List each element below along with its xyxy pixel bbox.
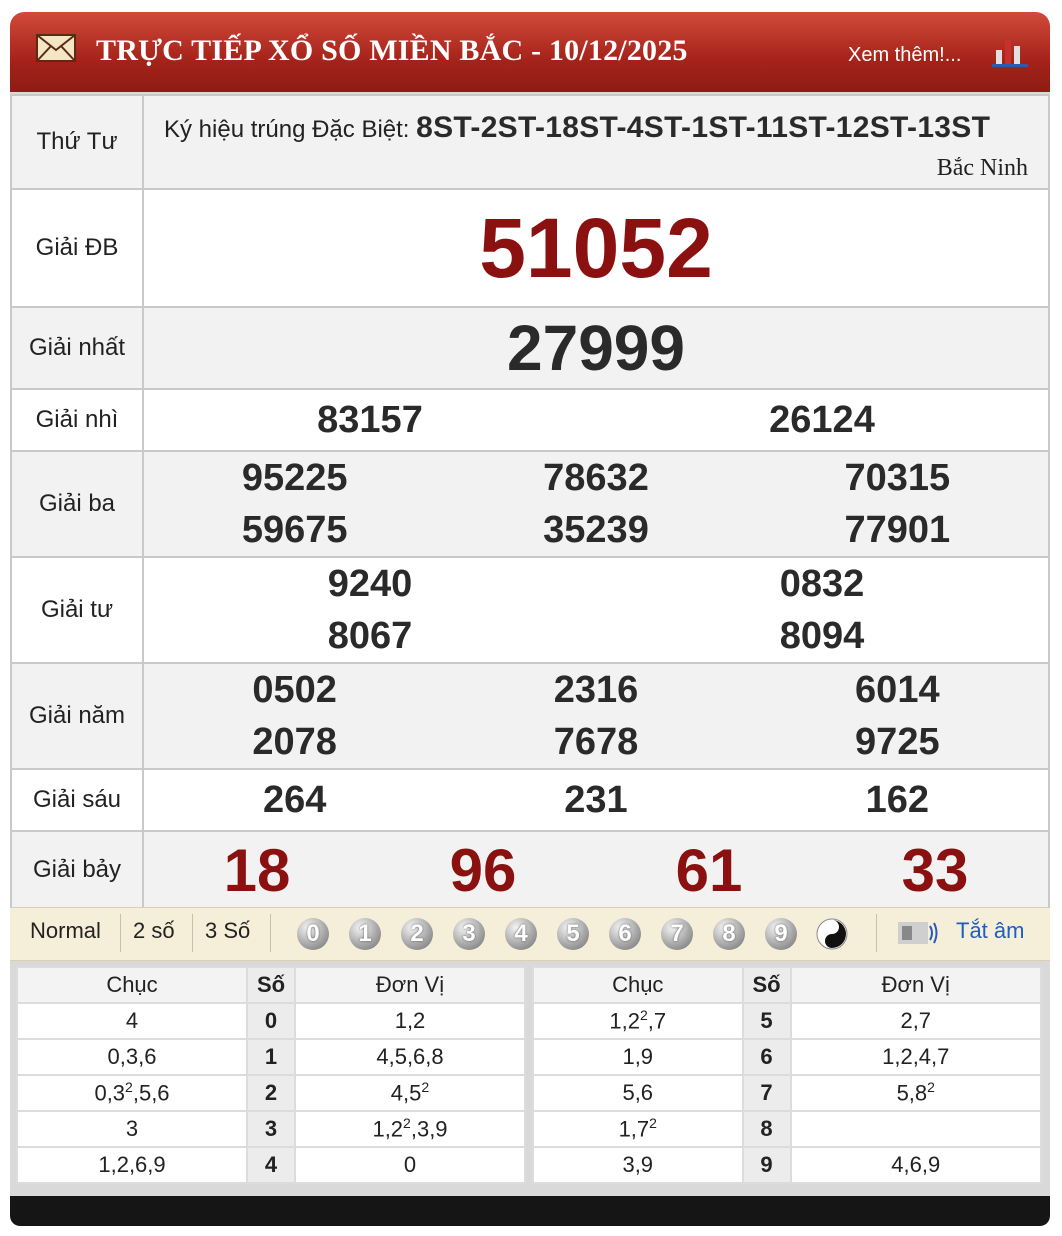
stats-left-body xyxy=(17,1003,525,1183)
toolbar-divider xyxy=(192,914,193,952)
prize-5-number: 6014 xyxy=(855,669,940,711)
cell-donvi: $5,8^2$ xyxy=(791,1075,1041,1111)
option-normal[interactable]: Normal xyxy=(30,918,101,943)
prize-2-number: 83157 xyxy=(317,399,423,441)
digit-ball-0[interactable]: 0 xyxy=(297,918,329,950)
cell-donvi: 1,2 xyxy=(295,1003,525,1039)
prize-3-number: 95225 xyxy=(241,457,348,499)
cell-so: 3 xyxy=(247,1111,295,1147)
prize-4-number: 8067 xyxy=(327,615,413,657)
col-donvi: Đơn Vị xyxy=(791,967,1041,1003)
table-row xyxy=(533,1111,1041,1147)
bar-chart-icon[interactable] xyxy=(990,34,1030,68)
table-row xyxy=(17,1039,525,1075)
digit-ball-3[interactable]: 3 xyxy=(453,918,485,950)
digit-ball-7[interactable]: 7 xyxy=(661,918,693,950)
prize-7-number: 18 xyxy=(223,836,291,904)
col-so: Số xyxy=(743,967,791,1003)
table-row xyxy=(533,1003,1041,1039)
page-title: TRỰC TIẾP XỔ SỐ MIỀN BẮC - 10/12/2025 xyxy=(96,34,688,67)
option-2-so[interactable]: 2 số xyxy=(133,918,175,943)
prize-5-number: 2078 xyxy=(252,721,337,763)
option-3-so[interactable]: 3 Số xyxy=(205,918,251,943)
prize-7-number: 33 xyxy=(901,836,969,904)
loto-stats-right xyxy=(532,966,1042,1184)
cell-chuc: 1,2,6,9 xyxy=(17,1147,247,1183)
prize-5-number: 2316 xyxy=(553,669,639,711)
prize-6-number: 264 xyxy=(262,779,327,821)
prize-1-number: 27999 xyxy=(143,307,1049,389)
prize-5-label: Giải năm xyxy=(11,663,143,769)
cell-donvi: $4,5^2$ xyxy=(295,1075,525,1111)
prize-5-number: 9725 xyxy=(855,721,940,763)
cell-so: 6 xyxy=(743,1039,791,1075)
prize-4-number: 9240 xyxy=(327,563,413,605)
cell-chuc: 4 xyxy=(17,1003,247,1039)
day-label: Thứ Tư xyxy=(11,95,143,189)
see-more-link[interactable]: Xem thêm!... xyxy=(848,44,962,66)
prize-3-number: 78632 xyxy=(543,457,649,499)
cell-donvi: 0 xyxy=(295,1147,525,1183)
digit-ball-1[interactable]: 1 xyxy=(349,918,381,950)
province: Bắc Ninh xyxy=(936,155,1028,181)
prize-3-label: Giải ba xyxy=(11,451,143,557)
table-row xyxy=(533,1075,1041,1111)
prize-3-number: 59675 xyxy=(241,509,348,551)
results-widget xyxy=(10,12,1050,1226)
prize-7-label: Giải bảy xyxy=(11,831,143,909)
prize-db-number: 51052 xyxy=(143,189,1049,307)
digit-ball-2[interactable]: 2 xyxy=(401,918,433,950)
cell-donvi: $1,2^2,3,9$ xyxy=(295,1111,525,1147)
prize-3-number: 77901 xyxy=(844,509,951,551)
prize-3-number: 35239 xyxy=(543,509,649,551)
toolbar-divider xyxy=(876,914,877,952)
cell-so: 4 xyxy=(247,1147,295,1183)
prize-5-number: 7678 xyxy=(553,721,639,763)
col-donvi: Đơn Vị xyxy=(295,967,525,1003)
digit-ball-6[interactable]: 6 xyxy=(609,918,641,950)
digit-ball-4[interactable]: 4 xyxy=(505,918,537,950)
prize-2-label: Giải nhì xyxy=(11,389,143,451)
kyhieu-label: Ký hiệu trúng Đặc Biệt: xyxy=(164,116,410,143)
widget-footer xyxy=(10,1196,1050,1226)
kyhieu-value: 8ST-2ST-18ST-4ST-1ST-11ST-12ST-13ST xyxy=(416,111,991,144)
cell-chuc: 0,3,6 xyxy=(17,1039,247,1075)
prize-4-number: 8094 xyxy=(779,615,865,657)
prize-4-number: 0832 xyxy=(779,563,865,605)
yin-yang-icon[interactable] xyxy=(816,918,848,950)
toolbar-divider xyxy=(120,914,121,952)
kyhieu-cell xyxy=(143,95,1049,189)
toolbar-divider xyxy=(270,914,271,952)
prize-3-number: 70315 xyxy=(844,457,951,499)
digit-ball-5[interactable]: 5 xyxy=(557,918,589,950)
digit-ball-9[interactable]: 9 xyxy=(765,918,797,950)
cell-chuc: $1,7^2$ xyxy=(533,1111,743,1147)
table-row xyxy=(17,1111,525,1147)
table-row xyxy=(533,1147,1041,1183)
cell-chuc: 3,9 xyxy=(533,1147,743,1183)
cell-so: 0 xyxy=(247,1003,295,1039)
col-chuc: Chục xyxy=(17,967,247,1003)
prize-db-label: Giải ĐB xyxy=(11,189,143,307)
cell-donvi: 4,6,9 xyxy=(791,1147,1041,1183)
table-row xyxy=(17,1075,525,1111)
cell-so: 7 xyxy=(743,1075,791,1111)
cell-chuc: 5,6 xyxy=(533,1075,743,1111)
speaker-icon[interactable] xyxy=(896,918,940,948)
cell-donvi: 2,7 xyxy=(791,1003,1041,1039)
prize-6-number: 231 xyxy=(564,779,628,821)
col-so: Số xyxy=(247,967,295,1003)
prize-2-number: 26124 xyxy=(769,399,875,441)
digit-ball-8[interactable]: 8 xyxy=(713,918,745,950)
prize-7-number: 61 xyxy=(675,836,743,904)
table-row xyxy=(17,1003,525,1039)
cell-so: 2 xyxy=(247,1075,295,1111)
cell-so: 8 xyxy=(743,1111,791,1147)
prize-6-label: Giải sáu xyxy=(11,769,143,831)
cell-donvi: 4,5,6,8 xyxy=(295,1039,525,1075)
prize-6-number: 162 xyxy=(865,779,930,821)
table-row xyxy=(533,1039,1041,1075)
prize-1-label: Giải nhất xyxy=(11,307,143,389)
prize-7-number: 96 xyxy=(449,836,517,904)
cell-so: 5 xyxy=(743,1003,791,1039)
cell-chuc: $0,3^2,5,6$ xyxy=(17,1075,247,1111)
widget-header xyxy=(10,12,1050,92)
col-chuc: Chục xyxy=(533,967,743,1003)
cell-chuc: 1,9 xyxy=(533,1039,743,1075)
cell-donvi xyxy=(791,1111,1041,1147)
cell-so: 9 xyxy=(743,1147,791,1183)
results-table xyxy=(10,94,1050,910)
loto-stats-left xyxy=(16,966,526,1184)
cell-so: 1 xyxy=(247,1039,295,1075)
view-toolbar xyxy=(10,907,1050,961)
cell-donvi: 1,2,4,7 xyxy=(791,1039,1041,1075)
mute-button[interactable]: Tắt âm xyxy=(956,918,1025,943)
prize-5-number: 0502 xyxy=(252,669,337,711)
prize-4-label: Giải tư xyxy=(11,557,143,663)
stats-right-body xyxy=(533,1003,1041,1183)
cell-chuc: 3 xyxy=(17,1111,247,1147)
table-row xyxy=(17,1147,525,1183)
cell-chuc: $1,2^2,7$ xyxy=(533,1003,743,1039)
mail-icon xyxy=(36,34,76,62)
